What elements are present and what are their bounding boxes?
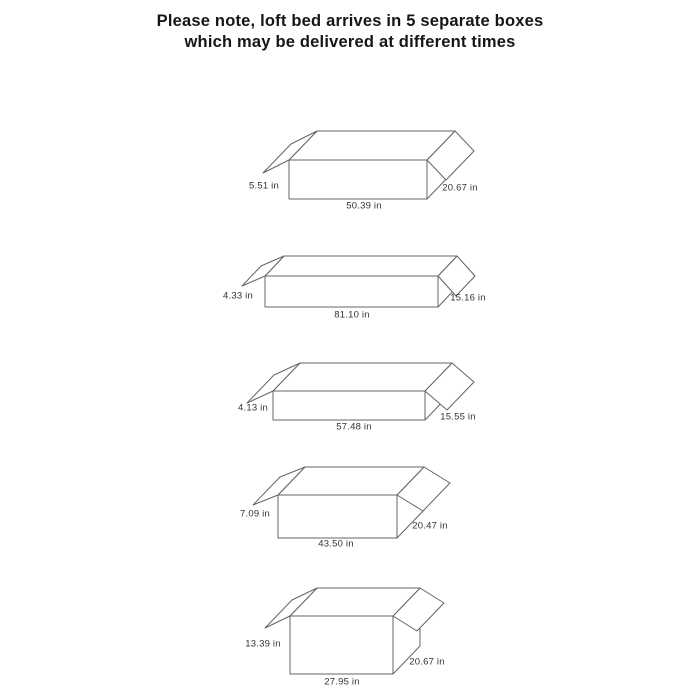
title-line-1: Please note, loft bed arrives in 5 separate boxes [156,12,544,30]
box-5-depth-label: 20.67 in [409,656,445,668]
box-2-depth-label: 15.16 in [450,292,486,304]
box-2-height-label: 4.33 in [223,290,253,302]
box-1-depth-label: 20.67 in [442,182,478,194]
box-4-depth-label: 20.47 in [412,520,448,532]
box-3-length-label: 57.48 in [336,421,372,433]
box-3-depth-label: 15.55 in [440,411,476,423]
box-5-height-label: 13.39 in [245,638,281,650]
title-line-2: which may be delivered at different times [184,33,516,51]
box-3-top-face [273,363,452,391]
box-3-front-face [273,391,425,420]
box-2-length-label: 81.10 in [334,309,370,321]
box-4-length-label: 43.50 in [318,538,354,550]
box-4-front-face [278,495,397,538]
box-2-top-face [265,256,457,276]
box-1-front-face [289,160,427,199]
box-1-top-face [289,131,455,160]
box-4-height-label: 7.09 in [240,508,270,520]
box-2-front-face [265,276,438,307]
box-1-length-label: 50.39 in [346,200,382,212]
box-5-length-label: 27.95 in [324,676,360,688]
box-1-height-label: 5.51 in [249,180,279,192]
box-5-front-face [290,616,393,674]
box-3-height-label: 4.13 in [238,402,268,414]
